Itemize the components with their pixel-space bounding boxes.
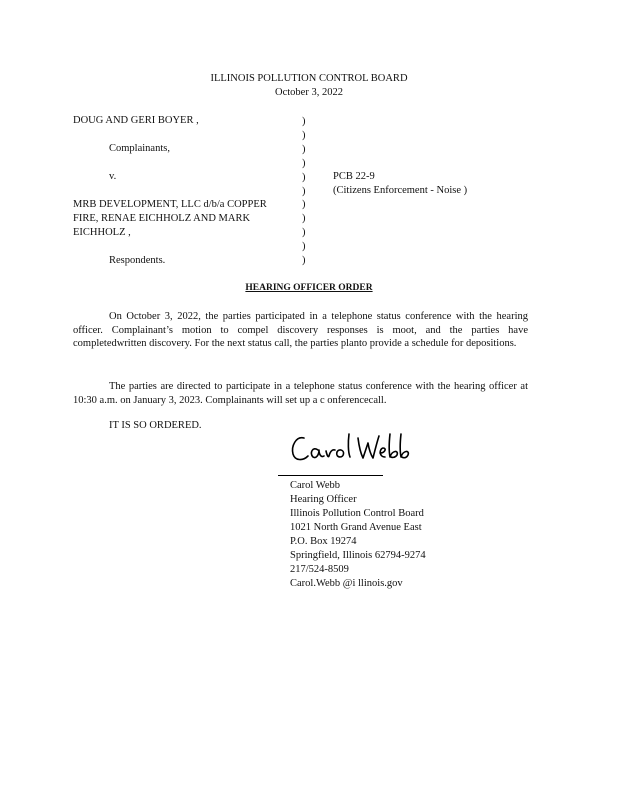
caption-paren: )	[302, 213, 306, 225]
board-name: ILLINOIS POLLUTION CONTROL BOARD	[210, 73, 408, 84]
signer-street: 1021 North Grand Avenue East	[290, 522, 422, 533]
signer-city: Springfield, Illinois 62794-9274	[290, 550, 426, 561]
complainants-label: Complainants,	[109, 143, 170, 154]
caption-paren: )	[302, 116, 306, 127]
caption-paren: )	[302, 227, 306, 239]
caption-paren: )	[302, 185, 306, 197]
handwritten-signature-image	[288, 428, 414, 468]
signer-phone: 217/524-8509	[290, 564, 349, 575]
respondent-name-line3: EICHHOLZ ,	[73, 227, 131, 238]
complainants-name: DOUG AND GERI BOYER ,	[73, 115, 199, 126]
order-title	[0, 283, 618, 293]
respondent-name-line2: FIRE, RENAE EICHHOLZ AND MARK	[73, 213, 251, 224]
paragraph-status-conference	[73, 310, 528, 351]
signature-block	[290, 479, 426, 591]
caption-paren-column	[302, 115, 306, 268]
order-date: October 3, 2022	[275, 87, 343, 98]
caption-paren: )	[302, 143, 306, 155]
signer-email: Carol.Webb @i llinois.gov	[290, 578, 403, 589]
caption-paren: )	[302, 199, 306, 211]
caption-paren: )	[302, 171, 306, 183]
signer-title: Hearing Officer	[290, 494, 357, 505]
case-number: PCB 22-9	[333, 171, 375, 182]
versus-label: v.	[109, 171, 117, 182]
caption-paren: )	[302, 241, 306, 253]
respondents-label: Respondents.	[109, 255, 166, 266]
caption-paren: )	[302, 157, 306, 169]
case-type: (Citizens Enforcement - Noise )	[333, 185, 468, 196]
paragraph-text: The parties are directed to participate in a telephone status conference with the hearing officer at 10:30 a.m. on January 3, 2023. Complainants will set up a c onferencecall.	[73, 381, 528, 406]
signer-name: Carol Webb	[290, 480, 340, 491]
paragraph-text: On October 3, 2022, the parties participated in a telephone status conference with the hearing officer. Complainant’s motion to compel discovery responses is moot, and the parties have completedwritten discovery. For the next status call, the parties planto provide a schedule for depositions.	[73, 311, 528, 350]
signature-line	[278, 475, 383, 476]
caption-paren: )	[302, 129, 306, 141]
closing-statement: IT IS SO ORDERED.	[109, 420, 202, 431]
signer-organization: Illinois Pollution Control Board	[290, 508, 424, 519]
order-title-text: HEARING OFFICER ORDER	[245, 283, 373, 293]
respondent-name-line1: MRB DEVELOPMENT, LLC d/b/a COPPER	[73, 199, 267, 210]
caption-paren: )	[302, 255, 306, 267]
paragraph-directive	[73, 380, 528, 407]
signer-po-box: P.O. Box 19274	[290, 536, 357, 547]
